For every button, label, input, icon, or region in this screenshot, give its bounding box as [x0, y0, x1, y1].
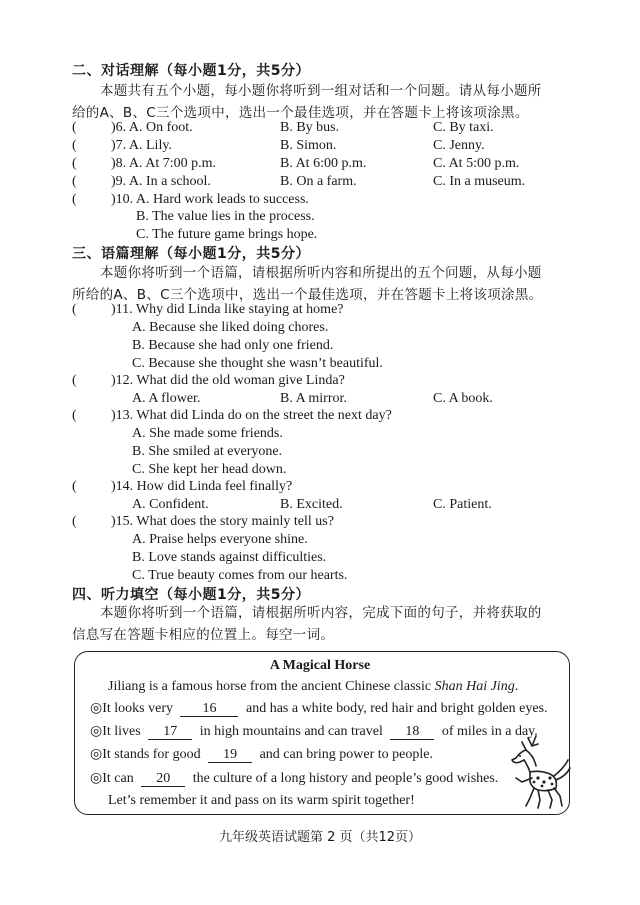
- section2-title: 二、对话理解（每小题1分，共5分）: [72, 63, 310, 79]
- section2-instruction: [72, 80, 592, 124]
- section3-title: 三、语篇理解（每小题1分，共5分）: [72, 246, 310, 262]
- section3-instruction: [72, 262, 592, 306]
- page-footer: 九年级英语试题第 2 页（共12页）: [218, 830, 422, 845]
- box-title: A Magical Horse: [269, 658, 371, 673]
- section4-instruction: [72, 602, 592, 646]
- section2-instruction-line2: 给的A、B、C三个选项中，选出一个最佳选项，并在答题卡上将该项涂黑。: [72, 105, 529, 121]
- blank-17[interactable]: 17: [148, 724, 192, 740]
- section4-instruction-line2: 信息写在答题卡相应的位置上。每空一词。: [72, 627, 335, 643]
- blank-18[interactable]: 18: [390, 724, 434, 740]
- question-10: ( )10. A. Hard work leads to success. B. The value lies in the process. C. The future game brings hope.: [72, 192, 318, 242]
- question-14: ( )14. How did Linda feel finally? A. Confident. B. Excited. C. Patient.: [72, 479, 492, 512]
- box-line-5: ◎It can 20 the culture of a long history and people’s good wishes.: [90, 771, 499, 786]
- box-line-4: ◎It stands for good 19 and can bring power to people.: [90, 747, 433, 762]
- box-line-3: ◎It lives 17 in high mountains and can travel 18 of miles in a day.: [90, 724, 538, 739]
- magical-horse-illustration: [498, 732, 572, 812]
- blank-19[interactable]: 19: [208, 747, 252, 763]
- question-7: ( )7. A. Lily. B. Simon. C. Jenny.: [72, 138, 485, 153]
- box-line-2: ◎It looks very 16 and has a white body, red hair and bright golden eyes.: [90, 701, 548, 716]
- box-line-6: Let’s remember it and pass on its warm spirit together!: [108, 793, 415, 808]
- blank-20[interactable]: 20: [141, 771, 185, 787]
- question-6: ( )6. A. On foot. B. By bus. C. By taxi.: [72, 120, 494, 135]
- question-13: ( )13. What did Linda do on the street the next day? A. She made some friends. B. She smiled at everyone. C. She kept her head down.: [72, 408, 392, 477]
- question-15: ( )15. What does the story mainly tell us? A. Praise helps everyone shine. B. Love stands against difficulties. C. True beauty comes from our hearts.: [72, 514, 348, 583]
- section3-instruction-line1: 本题你将听到一个语篇，请根据所听内容和所提出的五个问题，从每小题: [100, 265, 542, 281]
- section3-instruction-line2: 所给的A、B、C三个选项中，选出一个最佳选项，并在答题卡上将该项涂黑。: [72, 287, 543, 303]
- question-9: ( )9. A. In a school. B. On a farm. C. In a museum.: [72, 174, 526, 189]
- question-8: ( )8. A. At 7:00 p.m. B. At 6:00 p.m. C. At 5:00 p.m.: [72, 156, 520, 171]
- blank-16[interactable]: 16: [180, 701, 238, 717]
- section2-instruction-line1: 本题共有五个小题，每小题你将听到一组对话和一个问题。请从每小题所: [100, 83, 542, 99]
- box-line-1: Jiliang is a famous horse from the ancient Chinese classic Shan Hai Jing.: [108, 679, 519, 694]
- question-11: ( )11. Why did Linda like staying at home? A. Because she liked doing chores. B. Because she had only one friend. C. Because she thought she wasn’t beautiful.: [72, 302, 383, 371]
- question-12: ( )12. What did the old woman give Linda? A. A flower. B. A mirror. C. A book.: [72, 373, 493, 406]
- section4-instruction-line1: 本题你将听到一个语篇，请根据所听内容，完成下面的句子，并将获取的: [100, 605, 542, 621]
- section4-title: 四、听力填空（每小题1分，共5分）: [72, 587, 310, 603]
